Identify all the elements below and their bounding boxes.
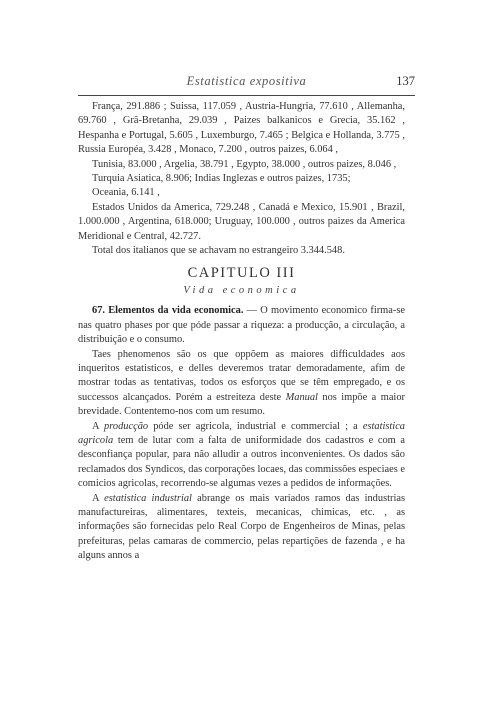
industrial-text-1: abrange os mais variados ramos das industrias manufactureiras, alimentares, texteis, mecanicas, chimicas, etc. , as informações são fornecidas pelo Real Corpo de Engenheiros de Minas, pelas prefeituras, pelas camaras de commercio, pelas repartições de fazenda , e ha alguns annos a — [78, 492, 406, 562]
producao-text-2: tem de lutar com a falta de uniformidade dos cadastros e com a desconfiança popular, para não alludir a outros inconvenientes. Os dados são reclamados dos Syndicos, das corporações locaes, das commissões especiaes e comicios agricolas, recorrendo-se algumas vezes a pedidos de informações. — [78, 434, 405, 490]
page-body — [78, 100, 405, 564]
paragraph-oceania-emigration: Oceania, 6.141 , — [92, 187, 160, 199]
section-lead-text: — O movimento economico firma-se nas quatro phases por que póde passar a riqueza: a producção, a circulação, a distribuição e o consumo. — [78, 305, 405, 346]
producao-lead: A — [92, 420, 105, 432]
paragraph-industrial — [78, 492, 405, 564]
paragraph-producao — [78, 420, 405, 492]
running-head — [78, 74, 415, 92]
industrial-lead: A — [92, 492, 105, 504]
estatistica-industrial-italic: estatistica industrial — [104, 492, 192, 504]
header-rule — [78, 95, 415, 96]
phenomena-text-1: Taes phenomenos são os que oppõem as maiores difficuldades aos inqueritos estatisticos, e delles deveremos tratar demoradamente, afim de mostrar todas as tentativas, todos os esforços que se têm empregado, e os successos alcançados. Porém a estreiteza deste — [78, 348, 405, 403]
paragraph-total-emigration: Total dos italianos que se achavam no estrangeiro 3.344.548. — [92, 245, 345, 257]
chapter-subtitle: Vida economica — [183, 284, 300, 296]
section-67-paragraph — [78, 304, 405, 347]
estatistica-agricola-italic: estatistica agricola — [78, 420, 405, 446]
paragraph-europe-emigration: França, 291.886 ; Suissa, 117.059 , Austria-Hungria, 77.610 , Allemanha, 69.760 , Grã-Bretanha, 29.039 , Paizes balkanicos e Grecia, 35.162 , Hespanha e Portugal, 5.605 , Luxemburgo, 7.465 ; Belgica e Hollanda, 3.775 , Russia Européa, 3.428 , Monaco, 7.200 , outros paizes, 6.064 , — [78, 101, 405, 156]
phenomena-text-2: nos impõe a maior brevidade. Contentemo-nos com um resumo. — [78, 391, 405, 418]
paragraph-america-emigration: Estados Unidos da America, 729.248 , Canadá e Mexico, 15.901 , Brazil, 1.000.000 , Argentina, 618.000; Uruguay, 100.000 , outros paizes da America Meridional e Central, 42.727. — [78, 201, 405, 242]
manual-italic: Manual — [285, 391, 318, 403]
page-number: 137 — [396, 74, 415, 88]
chapter-heading: CAPITULO III — [187, 265, 296, 282]
producao-italic: producção — [104, 420, 149, 432]
running-head-title: Estatistica expositiva — [186, 74, 307, 88]
producao-text-1: póde ser agricola, industrial e commercial ; a — [148, 420, 363, 432]
paragraph-asia-emigration: Turquia Asiatica, 8.906; Indias Inglezas e outros paizes, 1735; — [92, 173, 351, 185]
paragraph-phenomena — [78, 348, 405, 420]
paragraph-africa-emigration: Tunisia, 83.000 , Argelia, 38.791 , Egypto, 38.000 , outros paizes, 8.046 , — [92, 158, 397, 170]
section-number: 67. — [92, 305, 105, 317]
section-title: Elementos da vida economica. — [108, 305, 244, 317]
